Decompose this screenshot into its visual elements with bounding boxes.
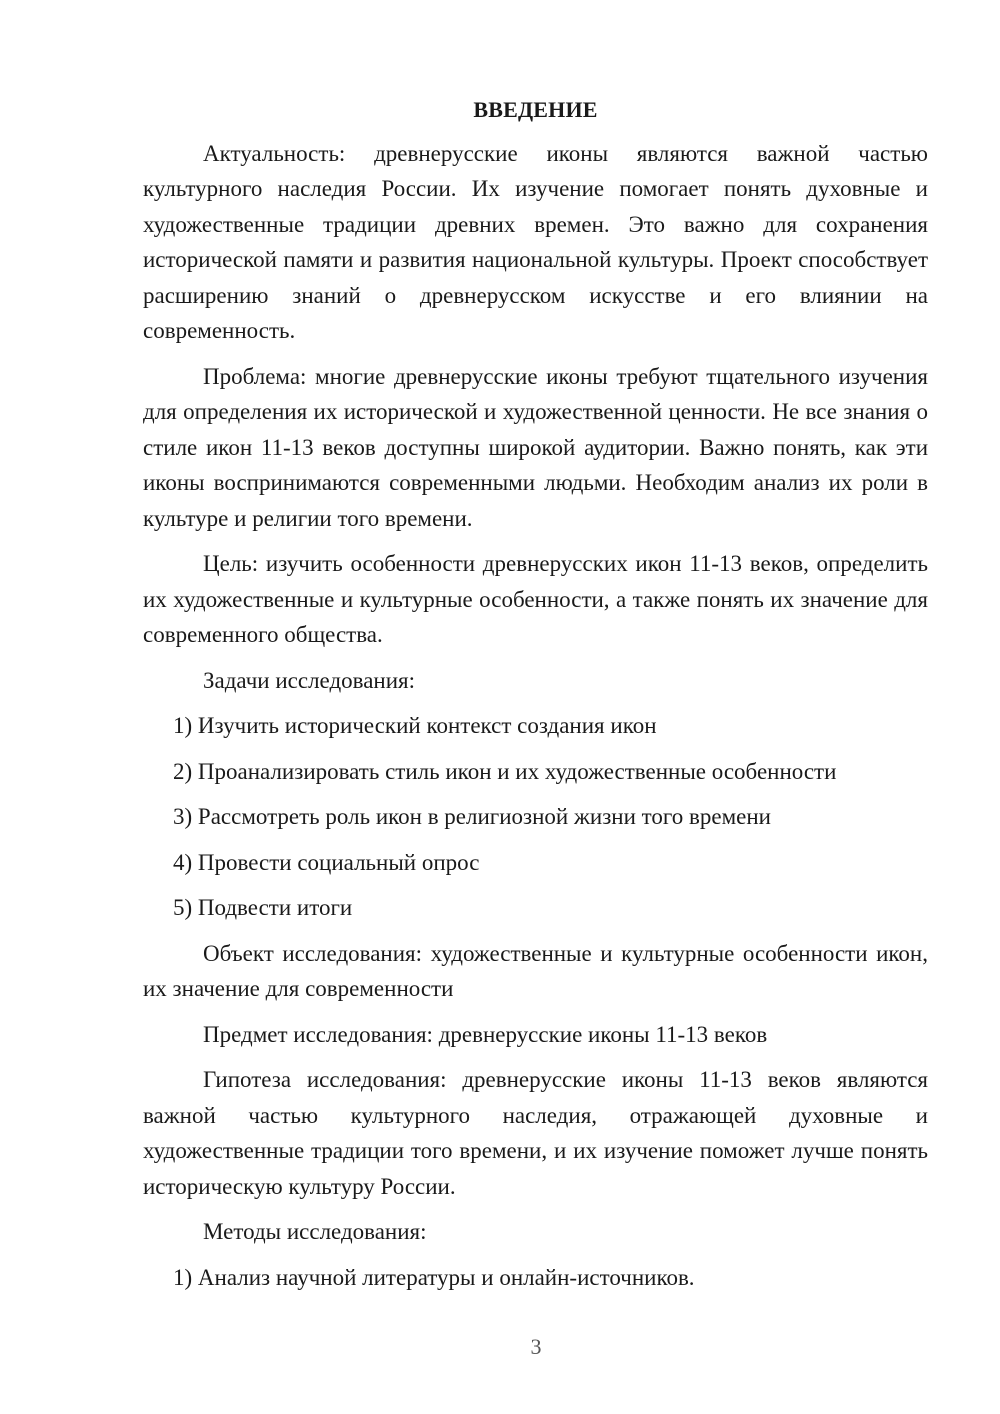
task-item: 4) Провести социальный опрос xyxy=(173,849,480,875)
task-item: 1) Изучить исторический контекст создания икон xyxy=(173,713,657,738)
task-item: 3) Рассмотреть роль икон в религиозной жизни того времени xyxy=(173,804,771,829)
page-number: 3 xyxy=(530,1334,542,1359)
tasks-heading: Задачи исследования: xyxy=(203,667,416,693)
hypothesis-paragraph: Гипотеза исследования: древнерусские иконы 11-13 веков являются важной частью культурного наследия, отражающей духовные и художественные традиции того времени, и их изучение поможет лучше понять историческую культуру России. xyxy=(143,1067,928,1199)
methods-heading: Методы исследования: xyxy=(203,1219,427,1244)
task-item: 5) Подвести итоги xyxy=(173,895,353,920)
goal-paragraph: Цель: изучить особенности древнерусских икон 11-13 веков, определить их художественные и культурные особенности, а также понять их значение для современного общества. xyxy=(143,551,928,647)
document-body xyxy=(143,92,928,1305)
task-item: 2) Проанализировать стиль икон и их художественные особенности xyxy=(173,758,837,784)
tasks-list xyxy=(143,708,928,926)
subject-paragraph: Предмет исследования: древнерусские иконы 11-13 веков xyxy=(203,1021,768,1047)
problem-paragraph: Проблема: многие древнерусские иконы требуют тщательного изучения для определения их исторической и художественной ценности. Не все знания о стиле икон 11-13 веков доступны широкой аудитории. Важно понять, как эти иконы воспринимаются современными людьми. Необходим анализ их роли в культуре и религии того времени. xyxy=(143,363,928,531)
methods-list xyxy=(143,1260,928,1296)
relevance-paragraph: Актуальность: древнерусские иконы являются важной частью культурного наследия России. Их изучение помогает понять духовные и художественные традиции древних времен. Это важно для сохранения исторической памяти и развития национальной культуры. Проект способствует расширению знаний о древнерусском искусстве и его влиянии на современность. xyxy=(143,140,928,343)
object-paragraph: Объект исследования: художественные и культурные особенности икон, их значение для современности xyxy=(143,940,928,1001)
section-title: ВВЕДЕНИЕ xyxy=(473,97,598,122)
method-item: 1) Анализ научной литературы и онлайн-источников. xyxy=(173,1264,695,1290)
